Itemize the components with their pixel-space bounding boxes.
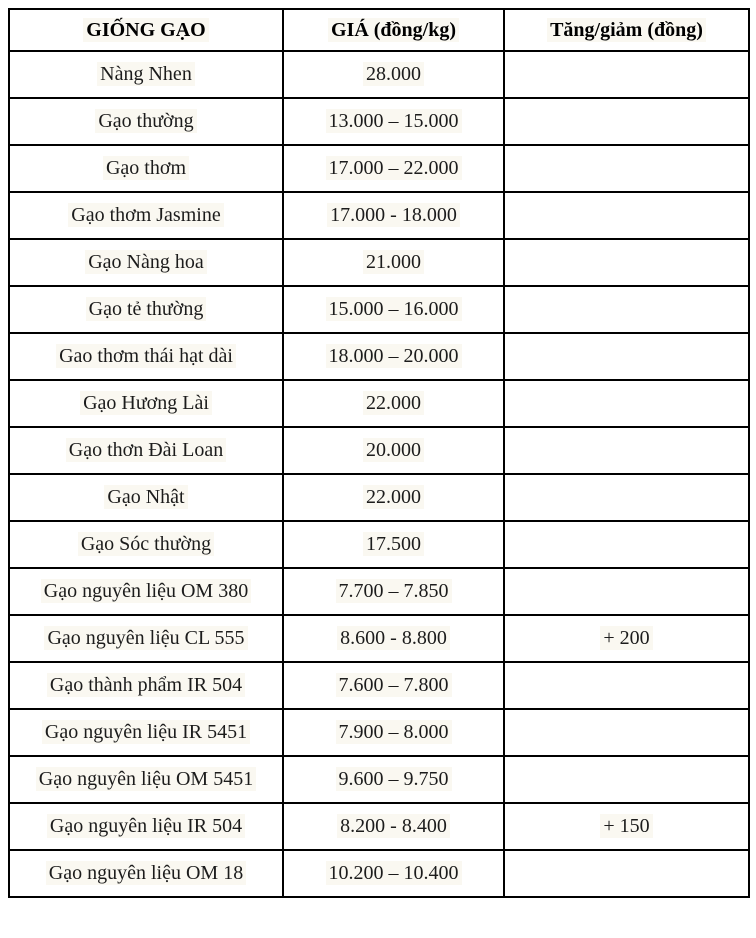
variety-cell (9, 474, 283, 521)
variety-text: Gạo nguyên liệu CL 555 (44, 626, 247, 650)
change-cell (504, 51, 749, 98)
price-text: 22.000 (363, 391, 424, 415)
table-row (9, 286, 749, 333)
variety-text: Gạo nguyên liệu IR 504 (47, 814, 245, 838)
variety-text: Gạo tẻ thường (86, 297, 207, 321)
price-cell (283, 850, 504, 897)
variety-cell (9, 756, 283, 803)
price-text: 8.200 - 8.400 (337, 814, 450, 838)
change-cell (504, 286, 749, 333)
table-row (9, 568, 749, 615)
table-row (9, 474, 749, 521)
price-text: 17.000 - 18.000 (327, 203, 460, 227)
change-cell (504, 662, 749, 709)
price-cell (283, 662, 504, 709)
variety-cell (9, 333, 283, 380)
price-text: 7.600 – 7.800 (336, 673, 452, 697)
price-cell (283, 474, 504, 521)
price-text: 13.000 – 15.000 (326, 109, 462, 133)
price-cell (283, 709, 504, 756)
price-cell (283, 98, 504, 145)
change-cell (504, 333, 749, 380)
header-row (9, 9, 749, 51)
price-text: 15.000 – 16.000 (326, 297, 462, 321)
table-row (9, 239, 749, 286)
change-cell (504, 850, 749, 897)
variety-cell (9, 615, 283, 662)
price-cell (283, 803, 504, 850)
variety-cell (9, 51, 283, 98)
price-cell (283, 239, 504, 286)
column-header-variety (9, 9, 283, 51)
price-cell (283, 145, 504, 192)
price-text: 21.000 (363, 250, 424, 274)
variety-cell (9, 145, 283, 192)
variety-cell (9, 380, 283, 427)
price-text: 20.000 (363, 438, 424, 462)
variety-text: Gạo Hương Lài (80, 391, 212, 415)
variety-text: Gạo thơm (103, 156, 189, 180)
variety-cell (9, 850, 283, 897)
header-label: Tăng/giảm (đồng) (547, 18, 706, 42)
change-cell (504, 474, 749, 521)
variety-text: Gạo thường (95, 109, 196, 133)
variety-text: Gao thơm thái hạt dài (56, 344, 236, 368)
table-row (9, 521, 749, 568)
price-cell (283, 427, 504, 474)
variety-cell (9, 803, 283, 850)
table-row (9, 98, 749, 145)
price-text: 9.600 – 9.750 (336, 767, 452, 791)
price-cell (283, 756, 504, 803)
price-text: 17.500 (363, 532, 424, 556)
variety-text: Gạo Nhật (104, 485, 187, 509)
change-cell (504, 521, 749, 568)
change-cell (504, 709, 749, 756)
variety-cell (9, 427, 283, 474)
column-header-change (504, 9, 749, 51)
variety-cell (9, 192, 283, 239)
table-row (9, 380, 749, 427)
change-text: + 150 (600, 814, 652, 838)
price-text: 28.000 (363, 62, 424, 86)
change-cell (504, 145, 749, 192)
variety-cell (9, 521, 283, 568)
table-row (9, 145, 749, 192)
change-cell (504, 380, 749, 427)
price-text: 7.700 – 7.850 (336, 579, 452, 603)
column-header-price (283, 9, 504, 51)
table-row (9, 615, 749, 662)
table-row (9, 192, 749, 239)
variety-text: Gạo nguyên liệu OM 380 (41, 579, 251, 603)
table-row (9, 427, 749, 474)
variety-cell (9, 98, 283, 145)
change-cell (504, 803, 749, 850)
change-cell (504, 756, 749, 803)
price-cell (283, 192, 504, 239)
variety-text: Gạo thơn Đài Loan (66, 438, 226, 462)
rice-price-table (8, 8, 750, 898)
variety-cell (9, 286, 283, 333)
price-cell (283, 521, 504, 568)
price-cell (283, 568, 504, 615)
table-row (9, 756, 749, 803)
table-body (9, 51, 749, 897)
price-text: 17.000 – 22.000 (326, 156, 462, 180)
variety-text: Gạo thành phẩm IR 504 (47, 673, 245, 697)
variety-text: Nàng Nhen (97, 62, 195, 86)
variety-text: Gạo nguyên liệu OM 18 (46, 861, 246, 885)
variety-text: Gạo nguyên liệu IR 5451 (42, 720, 250, 744)
change-cell (504, 568, 749, 615)
price-text: 8.600 - 8.800 (337, 626, 450, 650)
price-cell (283, 333, 504, 380)
variety-text: Gạo thơm Jasmine (68, 203, 223, 227)
header-label: GIỐNG GẠO (83, 18, 208, 42)
price-text: 10.200 – 10.400 (326, 861, 462, 885)
variety-cell (9, 568, 283, 615)
price-cell (283, 380, 504, 427)
table-row (9, 803, 749, 850)
change-cell (504, 239, 749, 286)
header-label: GIÁ (đồng/kg) (328, 18, 459, 42)
change-cell (504, 615, 749, 662)
variety-text: Gạo Nàng hoa (85, 250, 207, 274)
table-row (9, 333, 749, 380)
change-cell (504, 98, 749, 145)
variety-cell (9, 239, 283, 286)
price-cell (283, 51, 504, 98)
price-cell (283, 286, 504, 333)
change-cell (504, 427, 749, 474)
price-text: 22.000 (363, 485, 424, 509)
table-header (9, 9, 749, 51)
variety-text: Gạo nguyên liệu OM 5451 (36, 767, 256, 791)
price-cell (283, 615, 504, 662)
change-cell (504, 192, 749, 239)
variety-cell (9, 709, 283, 756)
table-row (9, 51, 749, 98)
table-row (9, 709, 749, 756)
change-text: + 200 (600, 626, 652, 650)
table-row (9, 850, 749, 897)
variety-cell (9, 662, 283, 709)
price-text: 7.900 – 8.000 (336, 720, 452, 744)
variety-text: Gạo Sóc thường (78, 532, 214, 556)
table-row (9, 662, 749, 709)
price-text: 18.000 – 20.000 (326, 344, 462, 368)
